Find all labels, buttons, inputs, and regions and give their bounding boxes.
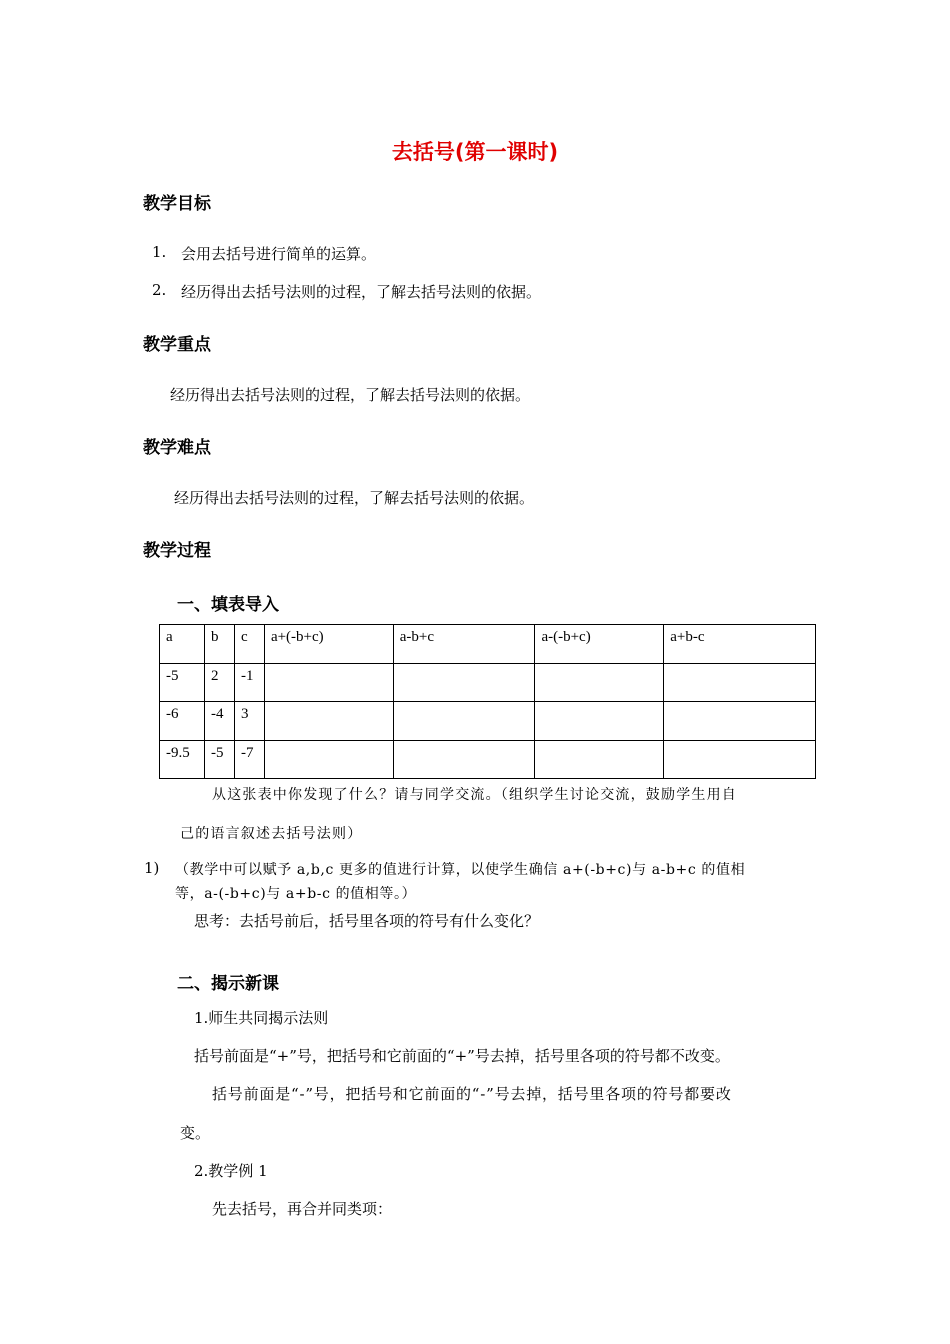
subsection-title: 2.教学例 1 [194, 1162, 268, 1180]
table-cell [535, 740, 664, 779]
table-cell: -1 [234, 663, 264, 702]
discussion-text: 从这张表中你发现了什么？请与同学交流。（组织学生讨论交流，鼓励学生用自 [212, 787, 737, 803]
subsection-title: 1.师生共同揭示法则 [194, 1009, 329, 1027]
rule-plus-text: 括号前面是“+”号，把括号和它前面的“+”号去掉，括号里各项的符号都不改变。 [194, 1047, 730, 1065]
key-points-heading: 教学重点 [143, 335, 211, 355]
table-cell: -5 [160, 663, 205, 702]
table-row [160, 702, 816, 741]
objectives-heading: 教学目标 [143, 194, 211, 214]
think-question: 思考：去括号前后，括号里各项的符号有什么变化？ [194, 912, 540, 930]
table-cell: -9.5 [160, 740, 205, 779]
table-cell: -5 [204, 740, 234, 779]
header-cell: a [160, 625, 205, 664]
process-heading: 教学过程 [143, 541, 211, 561]
table-cell [264, 740, 393, 779]
page-title: 去括号(第一课时) [391, 140, 559, 164]
rule-minus-text: 括号前面是“-”号，把括号和它前面的“-”号去掉，括号里各项的符号都要改 [212, 1085, 732, 1103]
note-number: 1) [144, 859, 160, 877]
header-cell: a+(-b+c) [264, 625, 393, 664]
table-cell [535, 702, 664, 741]
table-header-row [160, 625, 816, 664]
table-cell: 2 [204, 663, 234, 702]
table-cell [264, 663, 393, 702]
objective-number: 2. [152, 281, 167, 299]
table-cell [393, 740, 535, 779]
header-cell: a-(-b+c) [535, 625, 664, 664]
objective-text: 会用去括号进行简单的运算。 [181, 245, 377, 263]
difficulties-text: 经历得出去括号法则的过程，了解去括号法则的依据。 [174, 489, 535, 507]
rule-minus-text-cont: 变。 [180, 1124, 211, 1142]
table-row [160, 663, 816, 702]
objective-text: 经历得出去括号法则的过程，了解去括号法则的依据。 [181, 283, 542, 301]
table-cell: -4 [204, 702, 234, 741]
header-cell: a+b-c [664, 625, 816, 664]
table-cell [664, 740, 816, 779]
table-cell: 3 [234, 702, 264, 741]
table-cell: -7 [234, 740, 264, 779]
table-cell [664, 663, 816, 702]
note-text: （教学中可以赋予 a,b,c 更多的值进行计算，以使学生确信 a+(-b+c)与 a-b+c 的值相 [175, 862, 746, 878]
table-cell [393, 702, 535, 741]
table-cell [393, 663, 535, 702]
table-cell [535, 663, 664, 702]
table-cell [264, 702, 393, 741]
header-cell: a-b+c [393, 625, 535, 664]
table-cell: -6 [160, 702, 205, 741]
part1-heading: 一、填表导入 [177, 595, 279, 615]
key-points-text: 经历得出去括号法则的过程，了解去括号法则的依据。 [170, 386, 531, 404]
note-text-cont: 等，a-(-b+c)与 a+b-c 的值相等。） [175, 886, 417, 902]
header-cell: b [204, 625, 234, 664]
discussion-text-cont: 己的语言叙述去括号法则） [180, 826, 363, 842]
part2-heading: 二、揭示新课 [177, 974, 279, 994]
table-cell [664, 702, 816, 741]
example-intro: 先去括号，再合并同类项： [212, 1200, 393, 1218]
difficulties-heading: 教学难点 [143, 438, 211, 458]
header-cell: c [234, 625, 264, 664]
fill-in-table [159, 624, 816, 779]
table-row [160, 740, 816, 779]
objective-number: 1. [152, 243, 167, 261]
